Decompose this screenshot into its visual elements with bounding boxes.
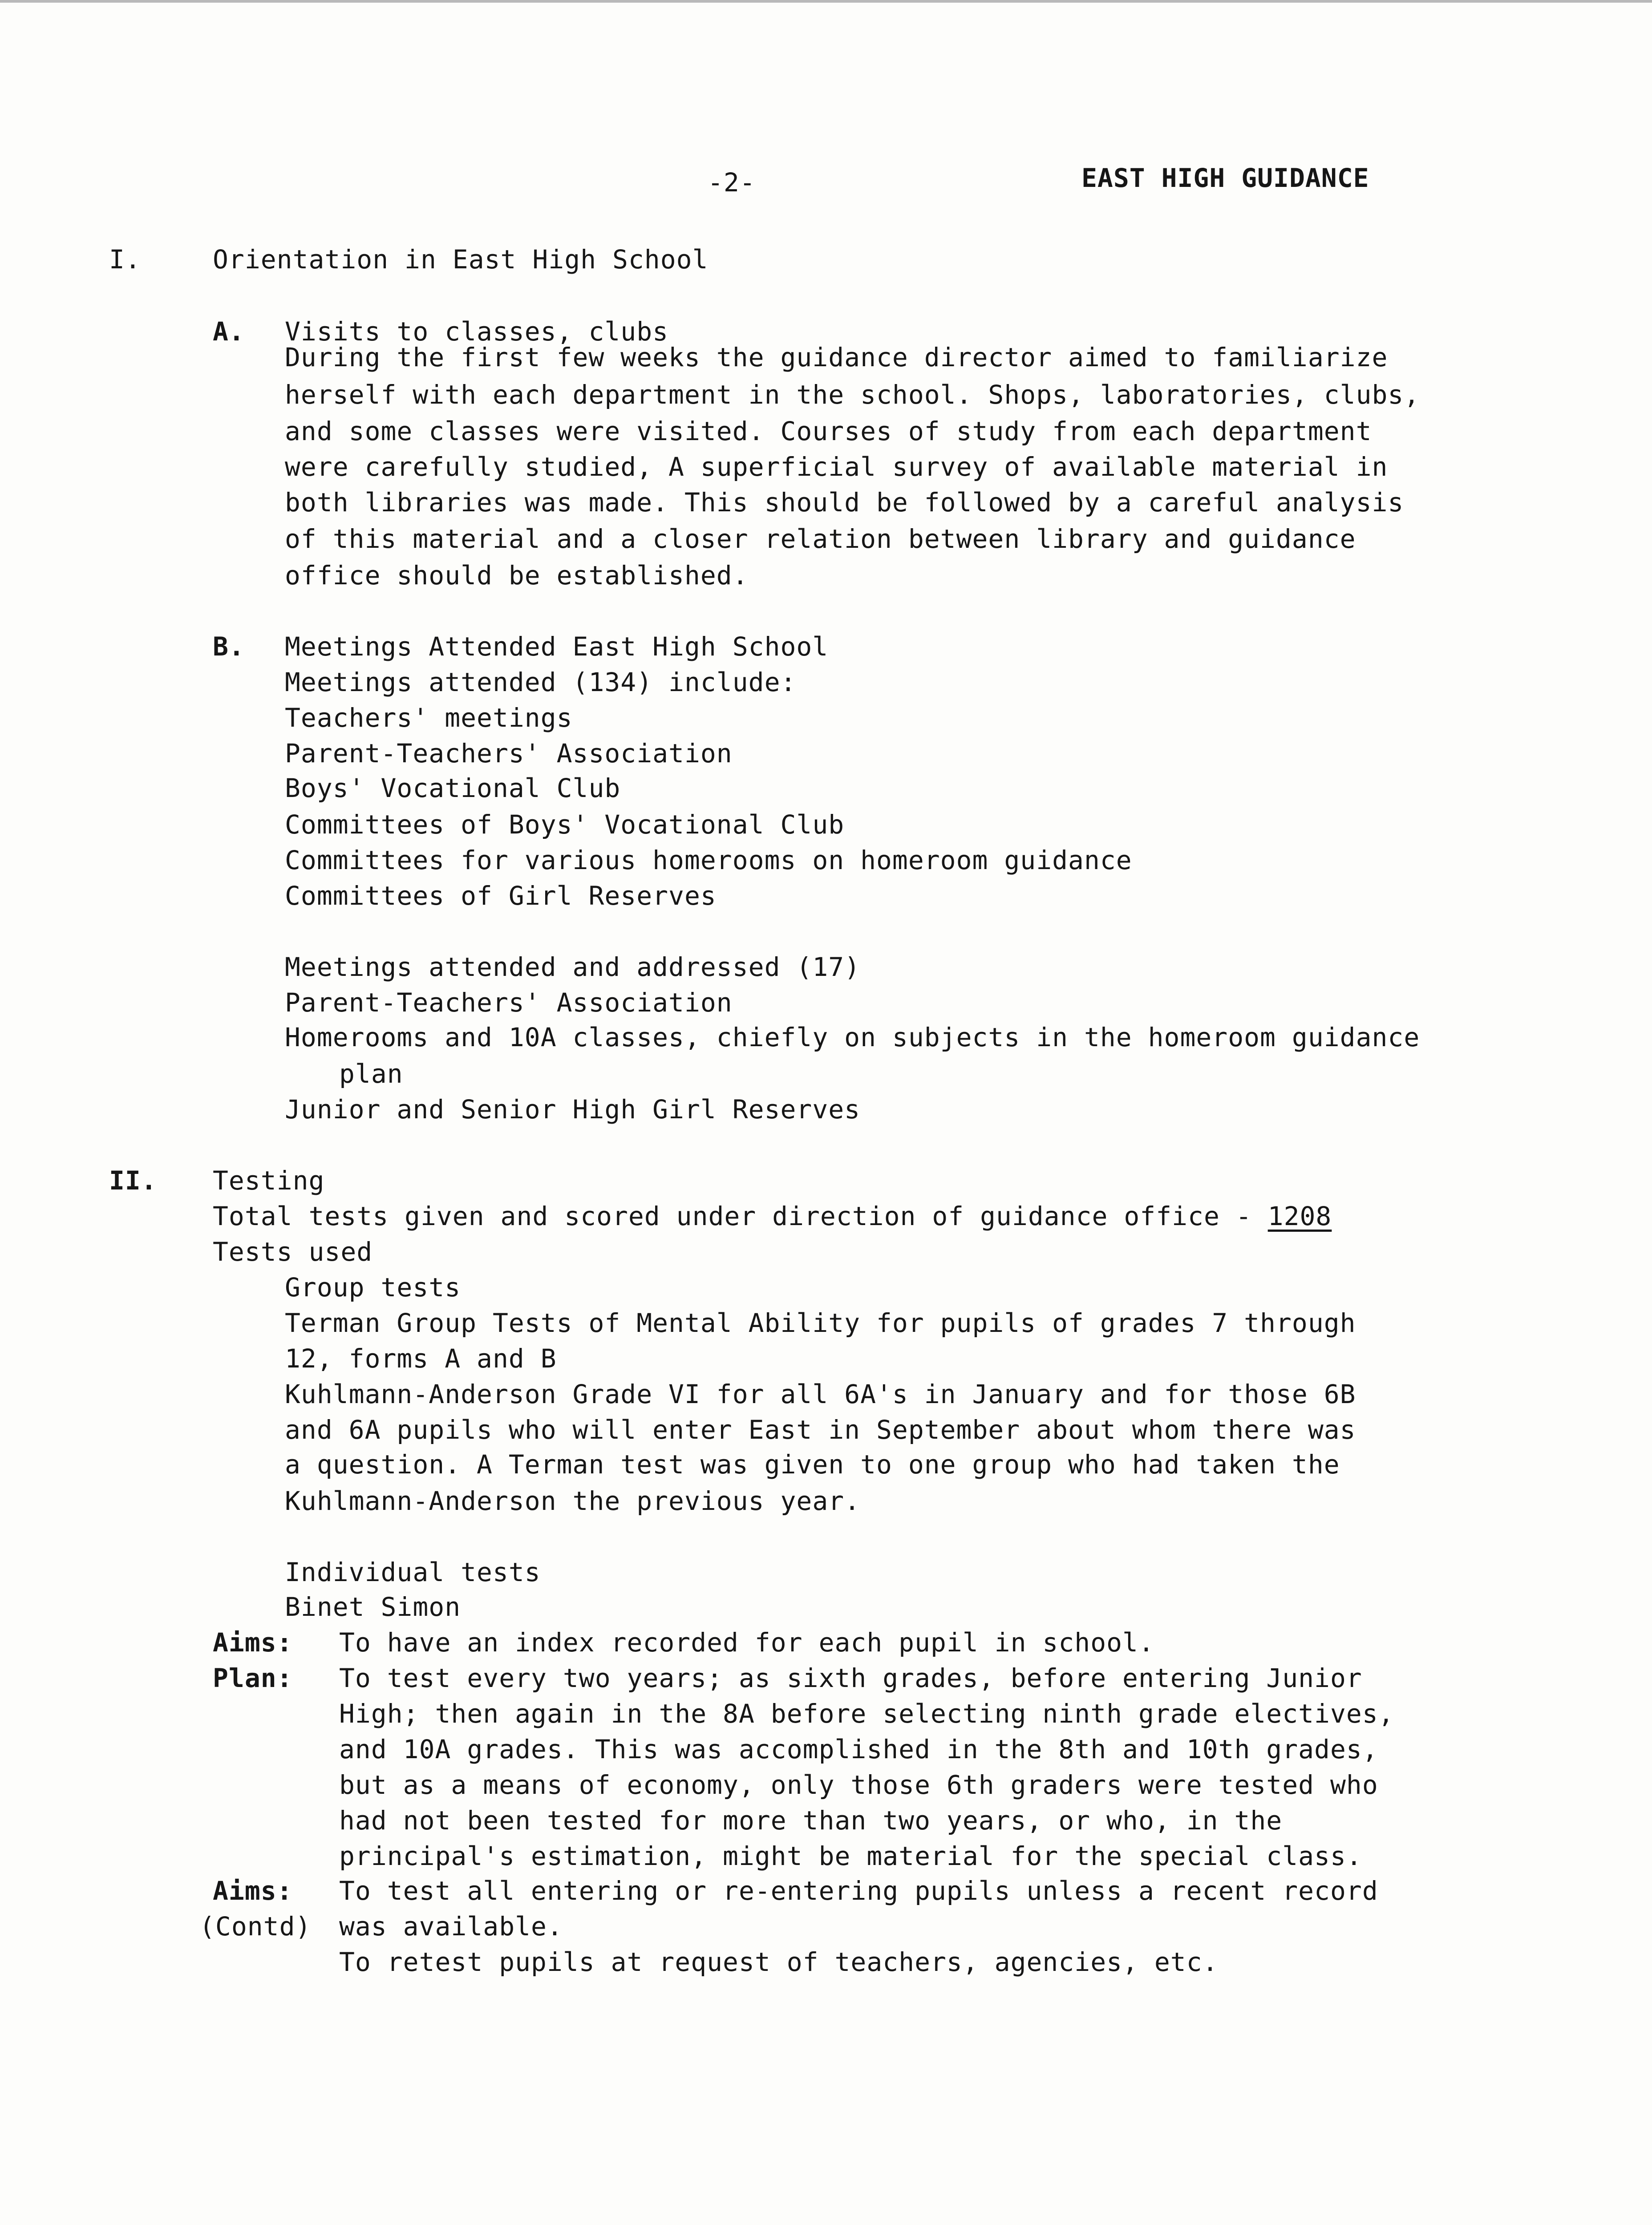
subsection-a-letter: A. (213, 316, 245, 347)
individual-tests-line: Individual tests (285, 1557, 541, 1587)
subsection-a-line: both libraries was made. This should be followed by a careful analysis (285, 487, 1404, 518)
meetings-line: Teachers' meetings (285, 703, 573, 733)
addressed-line: Parent-Teachers' Association (285, 987, 733, 1018)
plan-line: To test every two years; as sixth grades, before entering Junior (339, 1663, 1362, 1693)
group-tests-line: 12, forms A and B (285, 1343, 557, 1374)
addressed-line: Homerooms and 10A classes, chiefly on subjects in the homeroom guidance (285, 1022, 1420, 1052)
plan-line: and 10A grades. This was accomplished in the 8th and 10th grades, (339, 1734, 1378, 1764)
group-tests-line: and 6A pupils who will enter East in September about whom there was (285, 1415, 1356, 1445)
meetings-line: Meetings attended (134) include: (285, 667, 797, 697)
plan-line: but as a means of economy, only those 6th graders were tested who (339, 1770, 1378, 1800)
group-tests-line: Kuhlmann-Anderson Grade VI for all 6A's in January and for those 6B (285, 1379, 1356, 1409)
subsection-a-title: Visits to classes, clubs (285, 316, 669, 347)
aims2-contd: (Contd) (199, 1911, 312, 1942)
aims2-line: To retest pupils at request of teachers, agencies, etc. (339, 1947, 1219, 1977)
total-tests-value: 1208 (1267, 1201, 1332, 1231)
plan-line: principal's estimation, might be material for the special class. (339, 1841, 1362, 1871)
running-title: EAST HIGH GUIDANCE (1081, 163, 1369, 193)
total-tests-label: Total tests given and scored under direction of guidance office - (213, 1201, 1268, 1231)
meetings-line: Parent-Teachers' Association (285, 738, 733, 769)
plan-line: had not been tested for more than two years, or who, in the (339, 1805, 1283, 1836)
subsection-a-line: and some classes were visited. Courses of study from each department (285, 416, 1372, 446)
aims-text: To have an index recorded for each pupil in school. (339, 1627, 1154, 1658)
group-tests-line: a question. A Terman test was given to one group who had taken the (285, 1449, 1340, 1480)
addressed-line: plan (339, 1059, 403, 1089)
scan-top-edge (0, 0, 1652, 3)
section-2-title: Testing (213, 1165, 325, 1196)
group-tests-line: Kuhlmann-Anderson the previous year. (285, 1486, 861, 1516)
individual-tests-line: Binet Simon (285, 1592, 461, 1622)
meetings-line: Boys' Vocational Club (285, 773, 621, 803)
subsection-a-line: were carefully studied, A superficial survey of available material in (285, 452, 1388, 482)
subsection-a-line: of this material and a closer relation between library and guidance (285, 524, 1356, 554)
group-tests-line: Terman Group Tests of Mental Ability for pupils of grades 7 through (285, 1308, 1356, 1338)
subsection-a-line: office should be established. (285, 560, 749, 591)
subsection-a-line: herself with each department in the school. Shops, laboratories, clubs, (285, 380, 1420, 410)
section-1-numeral: I. (109, 244, 141, 275)
tests-used-heading: Tests used (213, 1237, 373, 1267)
plan-label: Plan: (213, 1663, 293, 1693)
plan-line: High; then again in the 8A before selecting ninth grade electives, (339, 1699, 1394, 1729)
meetings-line: Committees of Girl Reserves (285, 881, 717, 911)
group-tests-line: Group tests (285, 1272, 461, 1303)
meetings-line: Committees of Boys' Vocational Club (285, 809, 845, 840)
section-1-title: Orientation in East High School (213, 244, 709, 275)
addressed-line: Junior and Senior High Girl Reserves (285, 1094, 861, 1125)
meetings-line: Committees for various homerooms on homeroom guidance (285, 845, 1132, 875)
addressed-line: Meetings attended and addressed (17) (285, 952, 861, 982)
aims2-line: was available. (339, 1911, 563, 1942)
aims2-label: Aims: (213, 1876, 293, 1906)
subsection-b-letter: B. (213, 631, 245, 662)
total-tests-line (213, 1201, 1332, 1232)
subsection-a-line: During the first few weeks the guidance director aimed to familiarize (285, 342, 1388, 372)
page-number: -2- (708, 167, 756, 198)
aims2-line: To test all entering or re-entering pupils unless a recent record (339, 1876, 1378, 1906)
subsection-b-title: Meetings Attended East High School (285, 631, 829, 662)
section-2-numeral: II. (109, 1165, 157, 1196)
aims-label: Aims: (213, 1627, 293, 1658)
